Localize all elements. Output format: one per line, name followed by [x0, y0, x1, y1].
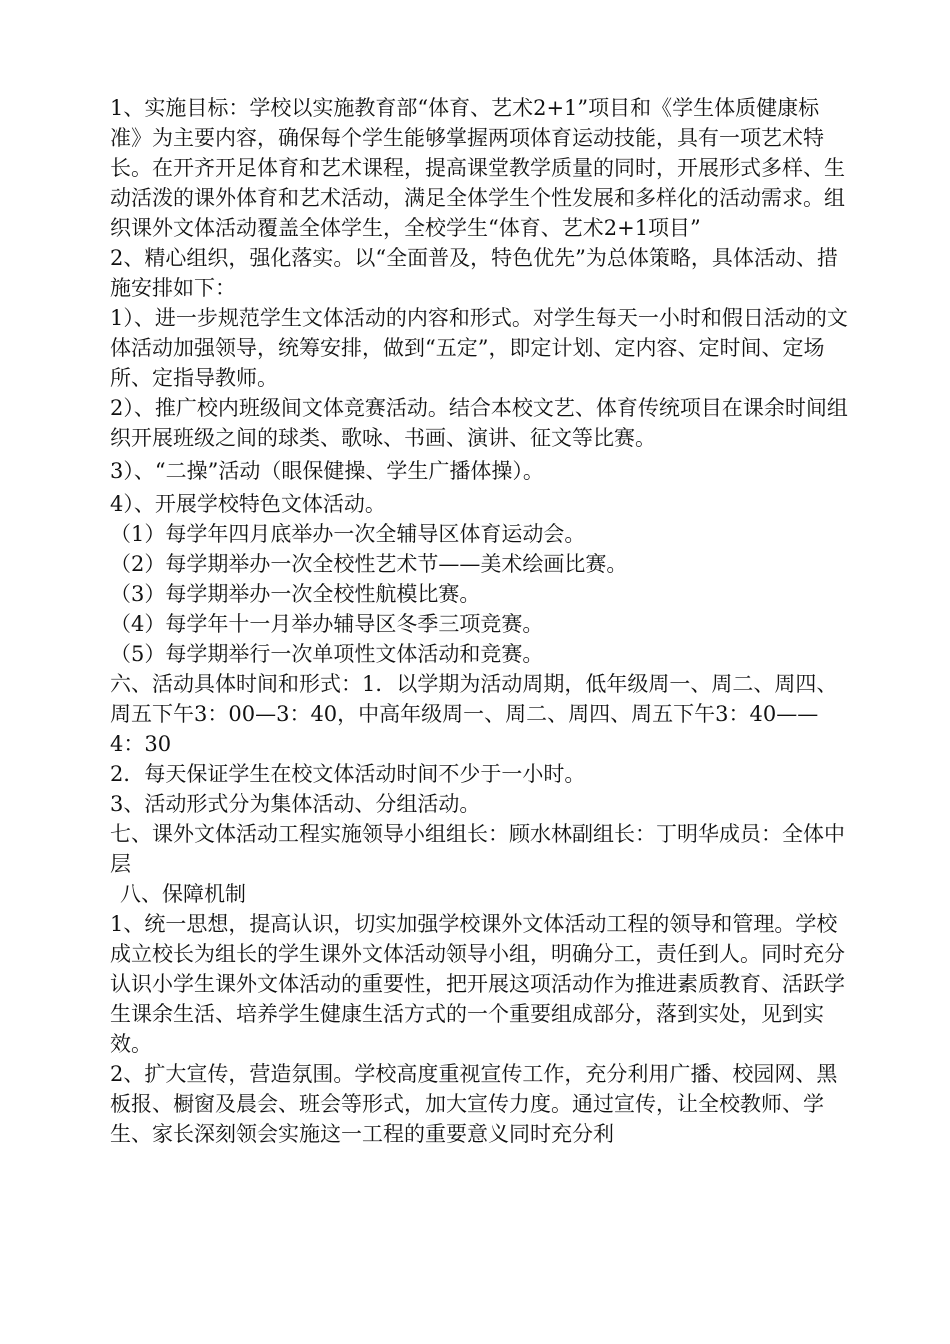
paragraph-item-3: 3）、“二操”活动（眼保健操、学生广播体操）。 — [110, 459, 544, 483]
section-seven-leadership: 七、课外文体活动工程实施领导小组组长：顾水林副组长：丁明华成员：全体中层 — [110, 822, 845, 876]
paragraph-daily-time: 2．每天保证学生在校文体活动时间不少于一小时。 — [110, 762, 586, 786]
paragraph-unify-thinking: 1、统一思想，提高认识，切实加强学校课外文体活动工程的领导和管理。学校成立校长为组长的学生课外文体活动领导小组，明确分工，责任到人。同时充分认识小学生课外文体活动的重要性，把开展这项活动作为推进素质教育、活跃学生课余生活、培养学生健康生活方式的一个重要组成部分，落到实处，见到实效。 — [110, 912, 845, 1056]
paragraph-item-4: 4）、开展学校特色文体活动。 — [110, 492, 386, 516]
list-item-sub-4: （4）每学年十一月举办辅导区冬季三项竞赛。 — [110, 612, 544, 636]
paragraph-item-1: 1）、进一步规范学生文体活动的内容和形式。对学生每天一小时和假日活动的文体活动加强领导，统筹安排，做到“五定”，即定计划、定内容、定时间、定场所、定指导教师。 — [110, 306, 848, 390]
list-item-sub-1: （1）每学年四月底举办一次全辅导区体育运动会。 — [110, 522, 586, 546]
list-item-sub-5: （5）每学期举行一次单项性文体活动和竞赛。 — [110, 642, 544, 666]
paragraph-item-2: 2）、推广校内班级间文体竞赛活动。结合本校文艺、体育传统项目在课余时间组织开展班级之间的球类、歌咏、书画、演讲、征文等比赛。 — [110, 396, 848, 450]
paragraph-goal: 1、实施目标：学校以实施教育部“体育、艺术2+1”项目和《学生体质健康标准》为主要内容，确保每个学生能够掌握两项体育运动技能，具有一项艺术特长。在开齐开足体育和艺术课程，提高课堂教学质量的同时，开展形式多样、生动活泼的课外体育和艺术活动，满足全体学生个性发展和多样化的活动需求。组织课外文体活动覆盖全体学生，全校学生“体育、艺术2+1项目” — [110, 96, 845, 240]
paragraph-publicity: 2、扩大宣传，营造氛围。学校高度重视宣传工作，充分利用广播、校园网、黑板报、橱窗及晨会、班会等形式，加大宣传力度。通过宣传，让全校教师、学生、家长深刻领会实施这一工程的重要意义同时充分利 — [110, 1062, 838, 1146]
paragraph-organize: 2、精心组织，强化落实。以“全面普及，特色优先”为总体策略，具体活动、措施安排如下： — [110, 246, 838, 300]
list-item-sub-2: （2）每学期举办一次全校性艺术节——美术绘画比赛。 — [110, 552, 628, 576]
list-item-sub-3: （3）每学期举办一次全校性航模比赛。 — [110, 582, 481, 606]
paragraph-activity-forms: 3、活动形式分为集体活动、分组活动。 — [110, 792, 481, 816]
section-eight-heading: 八、保障机制 — [120, 882, 246, 906]
section-six-schedule: 六、活动具体时间和形式：1．以学期为活动周期，低年级周一、周二、周四、周五下午3：00—3：40，中高年级周一、周二、周四、周五下午3：40——4：30 — [110, 672, 838, 756]
document-body — [110, 93, 850, 1149]
